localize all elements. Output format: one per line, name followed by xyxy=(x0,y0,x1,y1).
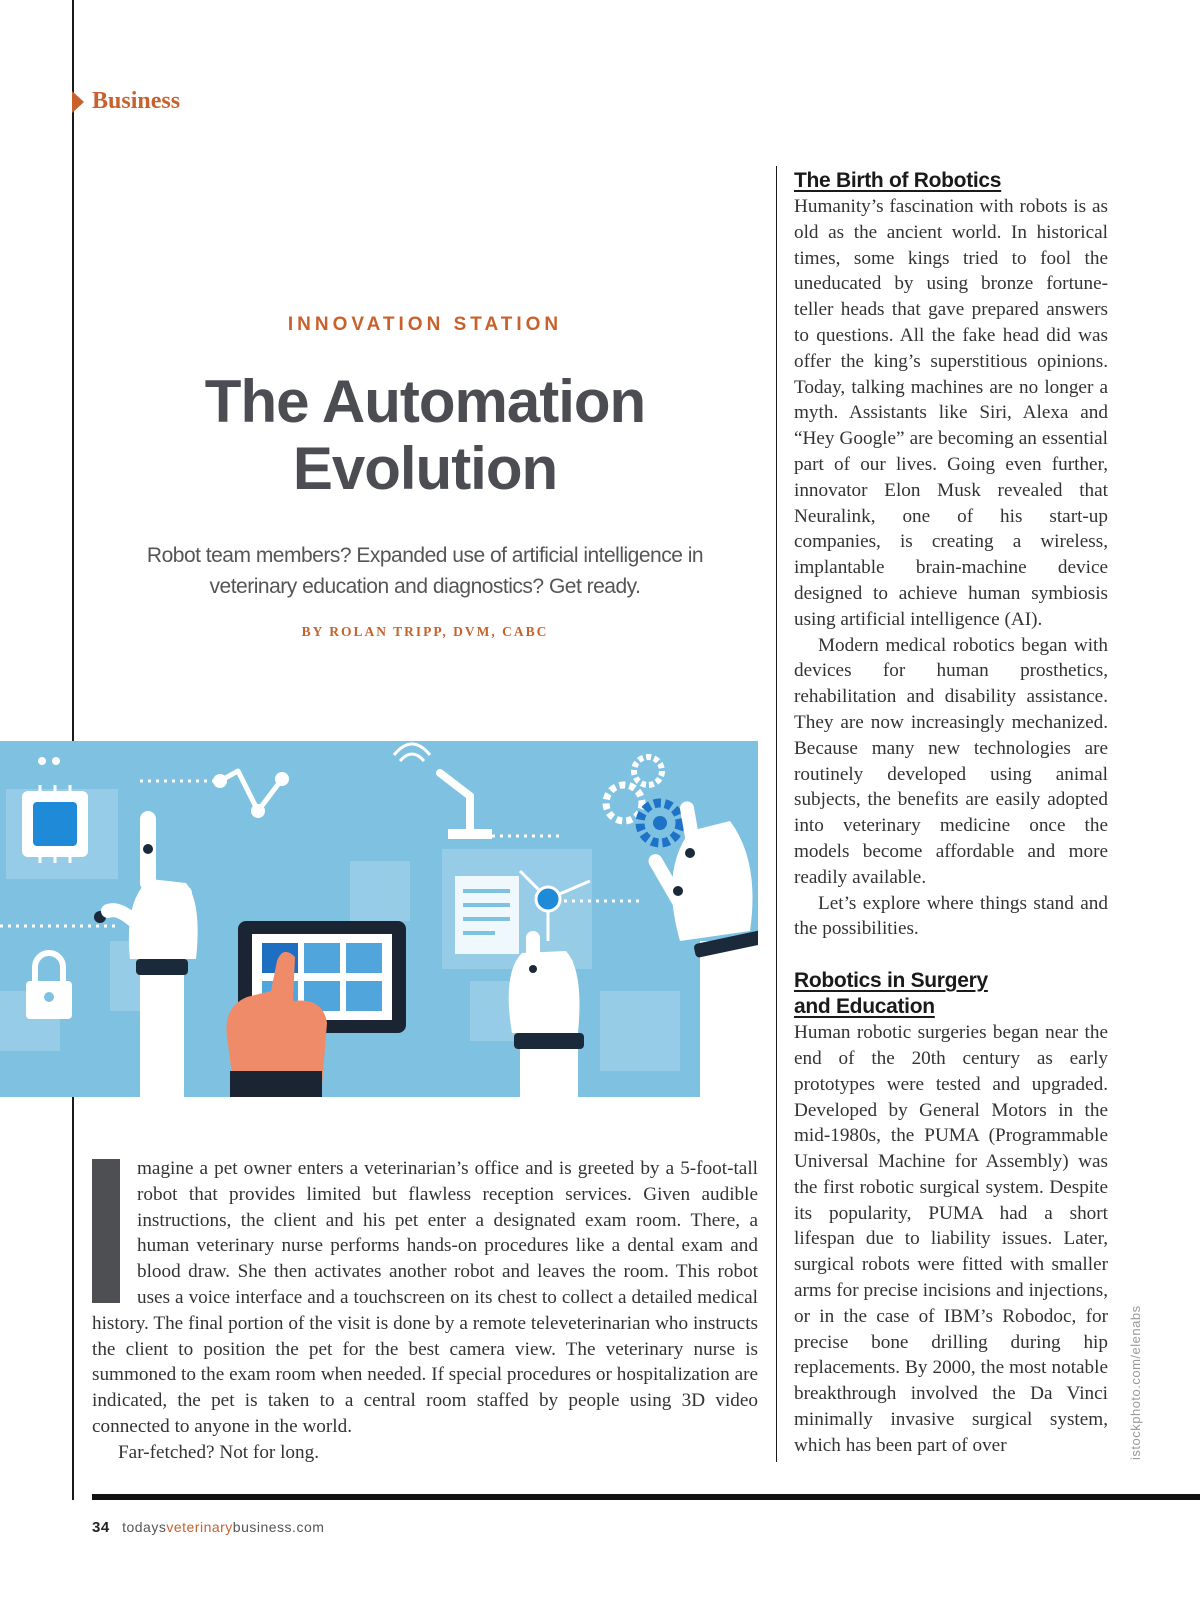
drop-cap-spacer xyxy=(92,1156,137,1304)
section-arrow-icon xyxy=(72,91,84,113)
heading-line-2: and Education xyxy=(794,995,935,1019)
chip-icon xyxy=(22,785,88,863)
page-number: 34 xyxy=(92,1519,110,1536)
section-heading-birth-of-robotics: The Birth of Robotics xyxy=(794,169,1002,192)
byline: BY ROLAN TRIPP, DVM, CABC xyxy=(301,624,549,639)
site-url[interactable] xyxy=(122,1519,324,1535)
intro-closing: Far-fetched? Not for long. xyxy=(118,1442,320,1463)
footer xyxy=(92,1519,324,1536)
footer-rule xyxy=(92,1494,1200,1500)
right-column xyxy=(794,168,1108,1459)
site-url-part-1: todays xyxy=(122,1519,167,1535)
dek: Robot team members? Expanded use of artificial intelligence in veterinary education and diagnostics? Get ready. xyxy=(146,544,704,598)
body-paragraph: Humanity’s fascination with robots is as old as the ancient world. In historical times, some kings tried to fool the uneducated by using bronze fortune-teller heads that gave prepared answers to questions. All the fake head did was offer the king’s superstitious opinions. Today, talking machines are no longer a myth. Assistants like Siri, Alexa and “Hey Google” are becoming an essential part of our lives. Going even further, innovator Elon Musk revealed that Neuralink, one of his start-up companies, is creating a wireless, implantable brain-machine device designed to achieve human symbiosis using artificial intelligence (AI). xyxy=(794,196,1108,630)
hero-image xyxy=(0,741,758,1097)
headline-line-2: Evolution xyxy=(292,435,558,502)
section-heading-robotics-in-surgery xyxy=(794,968,1108,1020)
kicker: INNOVATION STATION xyxy=(287,314,563,335)
column-rule xyxy=(776,166,777,1462)
heading-line-1: Robotics in Surgery xyxy=(794,969,988,993)
body-paragraph: Modern medical robotics began with devices for human prosthetics, rehabilitation and disability assistance. They are now increasingly mechanized. Because many new technologies are routinely developed using animal subjects, the benefits are easily adopted into veterinary medicine once the models become affordable and more readily available. xyxy=(794,634,1108,888)
section-label: Business xyxy=(92,88,181,114)
body-paragraph: Human robotic surgeries began near the end of the 20th century as early prototypes were tested and upgraded. Developed by General Motors in the mid-1980s, the PUMA (Programmable Universal Machine for Assembly) was the first robotic surgical system. Despite its popularity, PUMA had a short lifespan due to liability issues. Later, surgical robots were fitted with smaller arms for precise incisions and injections, or in the case of IBM’s Robodoc, for precise bone drilling during hip replacements. By 2000, the most notable breakthrough involved the Da Vinci minimally invasive surgical system, which has been part of over xyxy=(794,1022,1108,1456)
section-tag xyxy=(72,88,180,115)
site-url-part-2: veterinary xyxy=(166,1519,233,1535)
headline xyxy=(90,368,760,502)
headline-line-1: The Automation xyxy=(204,368,646,435)
photo-credit: istockphoto.com/elenabs xyxy=(1128,1305,1143,1460)
intro-paragraph xyxy=(92,1156,758,1440)
site-url-part-3: business.com xyxy=(232,1519,325,1535)
intro-text: magine a pet owner enters a veterinarian’s office and is greeted by a 5-foot-tall robot that provides limited but flawless reception services. Given audible instructions, the client and his pet enter a designated exam room. There, a human veterinary nurse performs hands-on procedures like a dental exam and blood draw. She then activates another robot and leaves the room. This robot uses a voice interface and a touchscreen on its chest to collect a detailed medical history. The final portion of the visit is done by a remote televeterinarian who instructs the client to position the pet for the best camera view. The veterinary nurse is summoned to the exam room when needed. If special procedures or hospitalization are indicated, the pet is taken to a central room staffed by people using 3D video connected to anyone in the world. xyxy=(92,1158,758,1437)
body-paragraph: Let’s explore where things stand and the possibilities. xyxy=(794,892,1108,940)
